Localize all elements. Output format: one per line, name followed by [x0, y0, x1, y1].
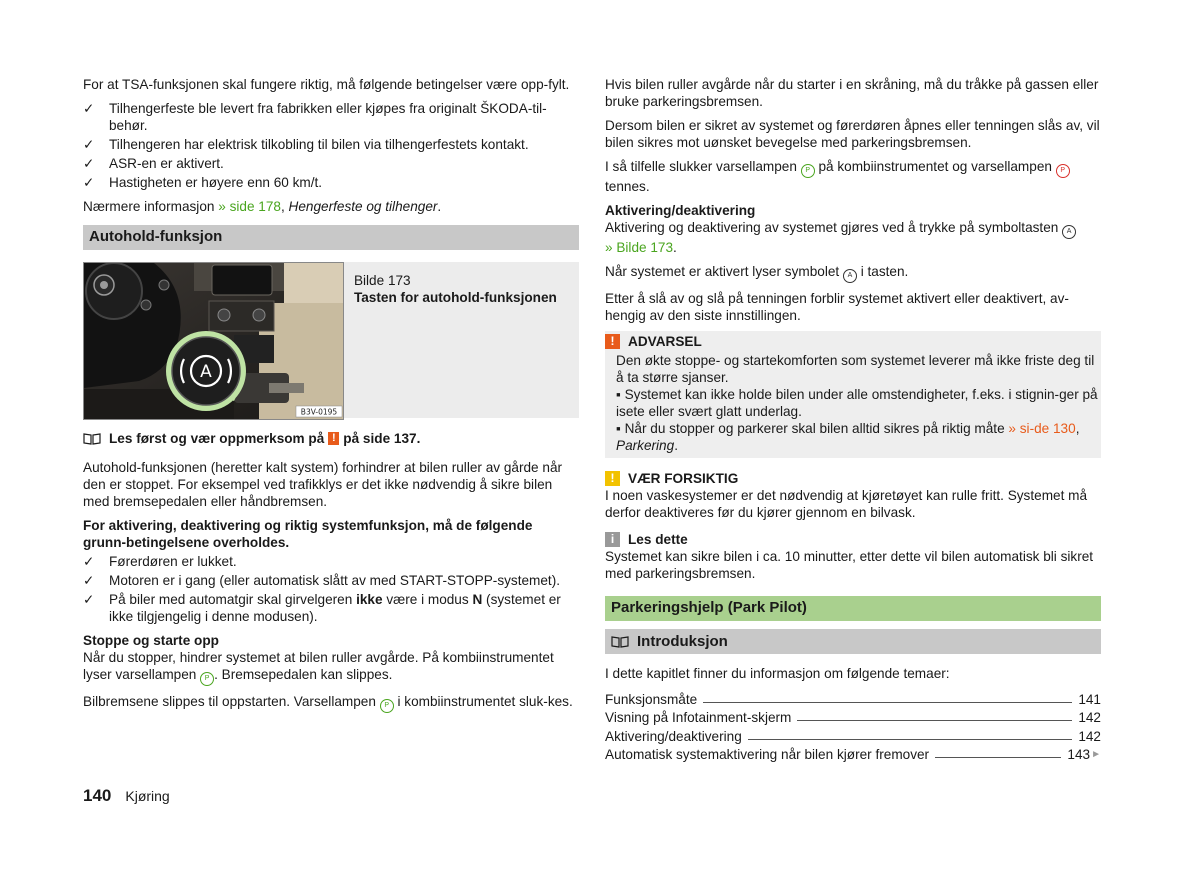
more-info-paragraph: Nærmere informasjon » side 178, Hengerfeste og tilhenger.	[83, 199, 442, 214]
conditions-heading: For aktivering, deaktivering og riktig systemfunksjon, må de følgende grunn-betingelsene overholdes.	[83, 518, 533, 550]
list-item: ✓ ASR-en er aktivert.	[83, 156, 224, 171]
continue-arrow-icon: ►	[1091, 749, 1101, 760]
caution-box	[605, 470, 1101, 521]
figure-173	[83, 262, 579, 420]
note-title: Les dette	[628, 532, 688, 547]
figure-image	[83, 262, 344, 420]
list-item: ✓ Førerdøren er lukket.	[83, 554, 237, 569]
note-text: Systemet kan sikre bilen i ca. 10 minutter, etter dette vil bilen automatisk bli sikret med parkeringsbremsen.	[605, 549, 1094, 581]
chapter-name: Kjøring	[125, 788, 170, 804]
list-item: ✓ Tilhengerfeste ble levert fra fabrikken eller kjøpes fra originalt ŠKODA-til-behør.	[83, 101, 547, 133]
toc-entry[interactable]: Automatisk systemaktivering når bilen kjører fremover 143 ►	[605, 747, 1101, 762]
figure-caption-box	[344, 262, 579, 418]
note-box	[605, 531, 1101, 582]
warning-mark-icon: !	[328, 432, 339, 445]
section-title-autohold: Autohold-funksjon	[83, 225, 579, 250]
stop-start-paragraph: Når du stopper, hindrer systemet at bilen ruller avgårde. På kombiinstrumentet lyser varsellampen P . Bremsepedalen kan slippes.	[83, 649, 579, 686]
info-icon: i	[605, 532, 620, 547]
section-title-park-pilot: Parkeringshjelp (Park Pilot)	[605, 596, 1101, 621]
warning-box	[605, 331, 1101, 458]
page-footer	[83, 787, 170, 805]
ignition-paragraph: Etter å slå av og slå på tenningen forblir systemet aktivert eller deaktivert, av-hengig av den siste innstillingen.	[605, 291, 1069, 323]
autohold-warning-lamp-icon: P	[200, 672, 214, 686]
checkmark-icon: ✓	[83, 156, 95, 171]
caution-text: I noen vaskesystemer er det nødvendig at kjøretøyet kan rulle fritt. Systemet må derfor deaktiveres før du kjører gjennom en bilvask.	[605, 488, 1088, 520]
figure-caption: Tasten for autohold-funksjonen	[353, 290, 557, 305]
page-link[interactable]: » si-de 130	[1008, 421, 1076, 436]
autohold-button-icon: A	[843, 269, 857, 283]
stop-start-heading: Stoppe og starte opp	[83, 633, 219, 648]
autohold-warning-lamp-icon: P	[380, 699, 394, 713]
subsection-title-introduction: Introduksjon	[605, 629, 1101, 654]
parking-brake-lamp-icon: P	[1056, 164, 1070, 178]
page-number: 140	[83, 786, 112, 805]
read-first-notice: Les først og vær oppmerksom på ! på side 137.	[83, 430, 579, 447]
checkmark-icon: ✓	[83, 137, 95, 152]
list-item: ✓ Hastigheten er høyere enn 60 km/t.	[83, 175, 323, 190]
list-item: ✓ På biler med automatgir skal girvelgeren ikke være i modus N (systemet er ikke tilgjengelig i denne modusen).	[83, 592, 561, 624]
condition-list-2	[83, 553, 579, 625]
toc-entry[interactable]: Funksjonsmåte 141	[605, 691, 1101, 707]
caution-icon: !	[605, 471, 620, 486]
warning-line: ▪ Når du stopper og parkerer skal bilen alltid sikres på riktig måte » si-de 130, Parkering.	[616, 421, 1080, 453]
left-column	[83, 76, 579, 720]
lamp-switch-paragraph: I så tilfelle slukker varsellampen P på kombiinstrumentet og varsellampen P tennes.	[605, 158, 1101, 195]
activation-heading: Aktivering/deaktivering	[605, 203, 756, 218]
checkmark-icon: ✓	[83, 175, 95, 190]
figure-code: B3V-0195	[300, 407, 338, 417]
toc-entry[interactable]: Aktivering/deaktivering 142	[605, 728, 1101, 744]
table-of-contents	[605, 689, 1101, 763]
intro-paragraph: For at TSA-funksjonen skal fungere riktig, må følgende betingelser være opp-fylt.	[83, 77, 570, 92]
caution-title: VÆR FORSIKTIG	[628, 471, 739, 486]
book-icon	[83, 433, 101, 445]
brake-release-paragraph: Bilbremsene slippes til oppstarten. Varsellampen P i kombiinstrumentet sluk-kes.	[83, 693, 579, 713]
book-icon	[611, 636, 629, 648]
introduction-text: I dette kapitlet finner du informasjon om følgende temaer:	[605, 666, 950, 681]
checkmark-icon: ✓	[83, 101, 95, 116]
right-column	[605, 76, 1101, 763]
warning-icon: !	[605, 334, 620, 349]
activation-paragraph: Aktivering og deaktivering av systemet gjøres ved å trykke på symboltasten A » Bilde 173.	[605, 219, 1101, 256]
autohold-button-icon: A	[1062, 225, 1076, 239]
checkmark-icon: ✓	[83, 592, 95, 607]
toc-entry[interactable]: Visning på Infotainment-skjerm 142	[605, 710, 1101, 725]
autohold-warning-lamp-icon: P	[801, 164, 815, 178]
warning-line: ▪ Systemet kan ikke holde bilen under alle omstendigheter, f.eks. i stignin-ger på isete eller svært glatt underlag.	[616, 387, 1098, 419]
warning-line: Den økte stoppe- og startekomforten som systemet leverer må ikke friste deg til å ta større sjanser.	[616, 353, 1095, 385]
svg-text:A: A	[200, 362, 212, 382]
hill-start-paragraph: Hvis bilen ruller avgårde når du starter i en skråning, må du tråkke på gassen eller bruke parkeringsbremsen.	[605, 77, 1099, 109]
checkmark-icon: ✓	[83, 554, 95, 569]
page-link[interactable]: » side 178	[218, 199, 281, 214]
figure-label: Bilde 173	[353, 273, 411, 288]
warning-title: ADVARSEL	[628, 334, 702, 349]
autohold-description: Autohold-funksjonen (heretter kalt system) forhindrer at bilen ruller av gårde når den er stoppet. For eksempel ved trafikklys er det ikke nødvendig å sikre bilen med bremsepedalen eller håndbremsen.	[83, 460, 563, 509]
list-item: ✓ Tilhengeren har elektrisk tilkobling til bilen via tilhengerfestets kontakt.	[83, 137, 529, 152]
list-item: ✓ Motoren er i gang (eller automatisk slått av med START-STOPP-systemet).	[83, 573, 561, 588]
figure-link[interactable]: » Bilde 173	[605, 240, 674, 255]
autohold-button-illustration	[84, 263, 344, 419]
active-symbol-paragraph: Når systemet er aktivert lyser symbolet A i tasten.	[605, 263, 1101, 283]
door-open-paragraph: Dersom bilen er sikret av systemet og førerdøren åpnes eller tenningen slås av, vil bilen sikres mot uønsket bevegelse med parkeringsbremsen.	[605, 118, 1100, 150]
checkmark-icon: ✓	[83, 573, 95, 588]
condition-list	[83, 100, 579, 191]
